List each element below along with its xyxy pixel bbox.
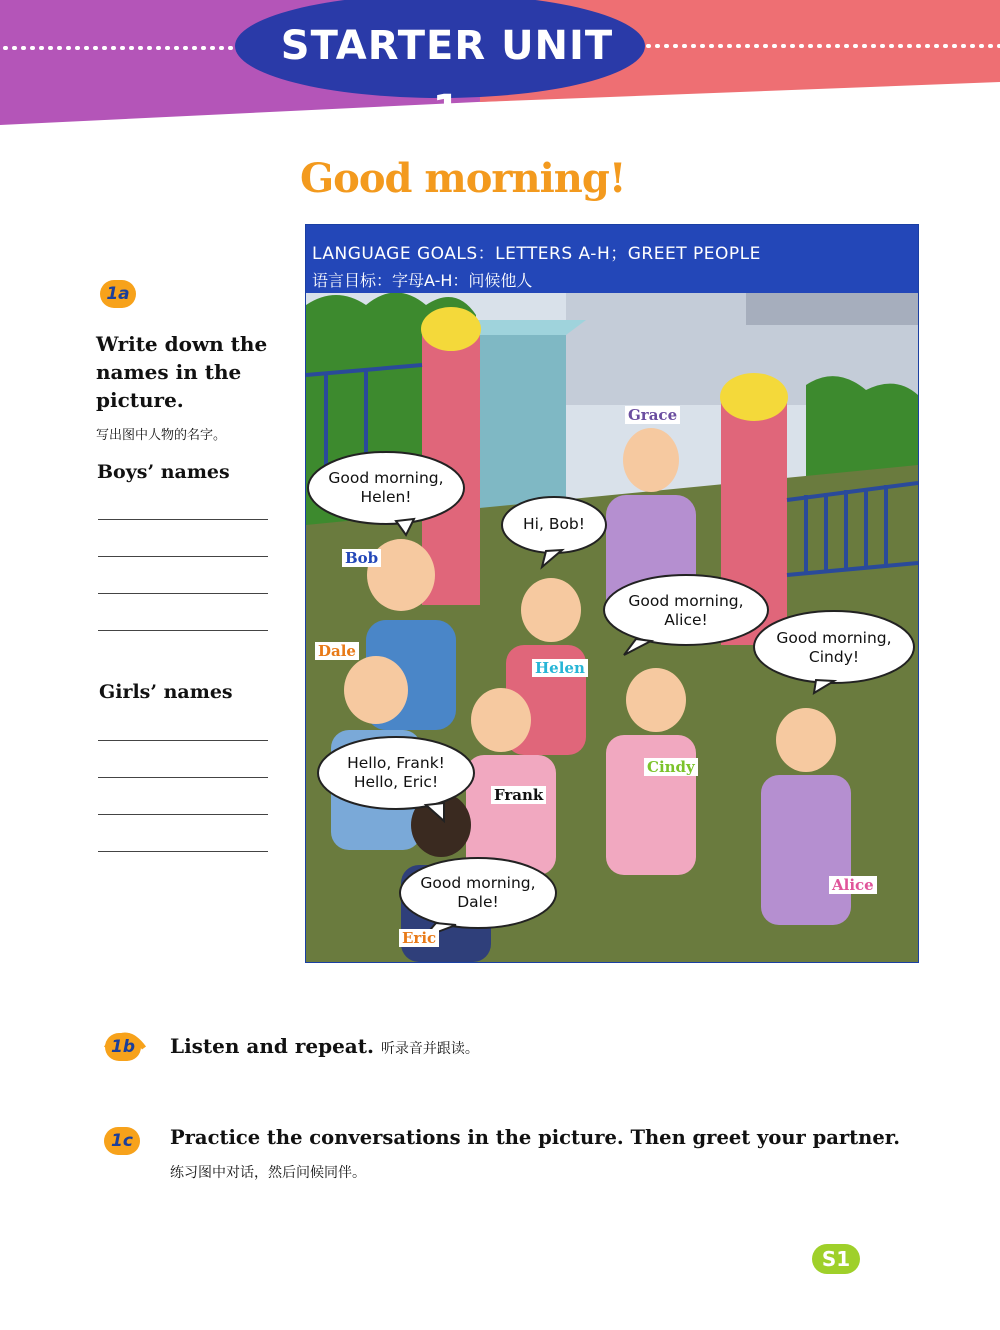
speech-bubble-2	[506, 515, 602, 534]
bubble-5-line-2: Hello, Eric!	[353, 773, 439, 791]
bubble-3-line-2: Alice!	[664, 611, 708, 629]
exercise-1b-cn: 听录音并跟读。	[380, 1041, 479, 1057]
exercise-1b-instruction	[170, 1034, 479, 1058]
speech-bubble-1	[316, 469, 456, 507]
exercise-1a-cn: 写出图中人物的名字。	[96, 428, 227, 443]
page-number: S1	[812, 1244, 860, 1274]
language-goals-cn: 语言目标：字母A-H：问候他人	[312, 271, 533, 290]
speech-bubble-6	[408, 874, 548, 912]
bubble-1-line-1: Good morning,	[328, 469, 444, 487]
girls-name-line-3[interactable]	[98, 814, 268, 815]
bubble-4-line-1: Good morning,	[776, 629, 892, 647]
school-gate-picture	[305, 224, 919, 963]
bubble-6-line-1: Good morning,	[420, 874, 536, 892]
exercise-1a-line3: picture.	[96, 388, 184, 412]
exercise-1c-text: Practice the conversations in the picture. Then greet your partner.	[170, 1126, 901, 1149]
name-tag-grace: Grace	[625, 406, 680, 424]
name-tag-dale: Dale	[315, 642, 359, 660]
name-tag-bob: Bob	[342, 549, 381, 567]
girls-name-line-1[interactable]	[98, 740, 268, 741]
bubble-2-line-1: Hi, Bob!	[523, 515, 585, 533]
boys-name-line-3[interactable]	[98, 593, 268, 594]
bubble-3-line-1: Good morning,	[628, 592, 744, 610]
bubble-1-line-2: Helen!	[360, 488, 412, 506]
speech-bubble-3	[616, 592, 756, 630]
boys-names-label: Boys’ names	[97, 461, 230, 483]
name-tag-cindy: Cindy	[644, 758, 698, 776]
bubble-4-line-2: Cindy!	[808, 648, 860, 666]
girls-name-line-2[interactable]	[98, 777, 268, 778]
exercise-1a-line2: names in the	[96, 360, 242, 384]
exercise-badge-1a: 1a	[100, 280, 136, 308]
boys-name-line-2[interactable]	[98, 556, 268, 557]
boys-name-line-4[interactable]	[98, 630, 268, 631]
exercise-1c-cn: 练习图中对话，然后问候同伴。	[170, 1165, 366, 1181]
exercise-1a-line1: Write down the	[96, 332, 268, 356]
girls-names-label: Girls’ names	[99, 681, 233, 703]
boys-name-line-1[interactable]	[98, 519, 268, 520]
exercise-badge-1c: 1c	[104, 1127, 140, 1155]
bubble-6-line-2: Dale!	[457, 893, 499, 911]
language-goals-banner	[306, 225, 918, 293]
language-goals-en: LANGUAGE GOALS：LETTERS A-H；GREET PEOPLE	[312, 244, 761, 264]
exercise-badge-1b: 1b	[105, 1033, 141, 1061]
bubble-5-line-1: Hello, Frank!	[347, 754, 445, 772]
exercise-1a-instruction	[96, 330, 296, 414]
name-tag-alice: Alice	[829, 876, 877, 894]
name-tag-frank: Frank	[491, 786, 546, 804]
exercise-1b-text: Listen and repeat.	[170, 1034, 374, 1058]
lesson-title: Good morning!	[300, 155, 626, 202]
speech-bubble-4	[764, 629, 904, 667]
scene-illustration	[306, 225, 918, 962]
unit-title: STARTER UNIT 1	[280, 23, 614, 133]
name-tag-eric: Eric	[399, 929, 439, 947]
girls-name-line-4[interactable]	[98, 851, 268, 852]
name-tag-helen: Helen	[532, 659, 588, 677]
speech-bubble-5	[326, 754, 466, 792]
